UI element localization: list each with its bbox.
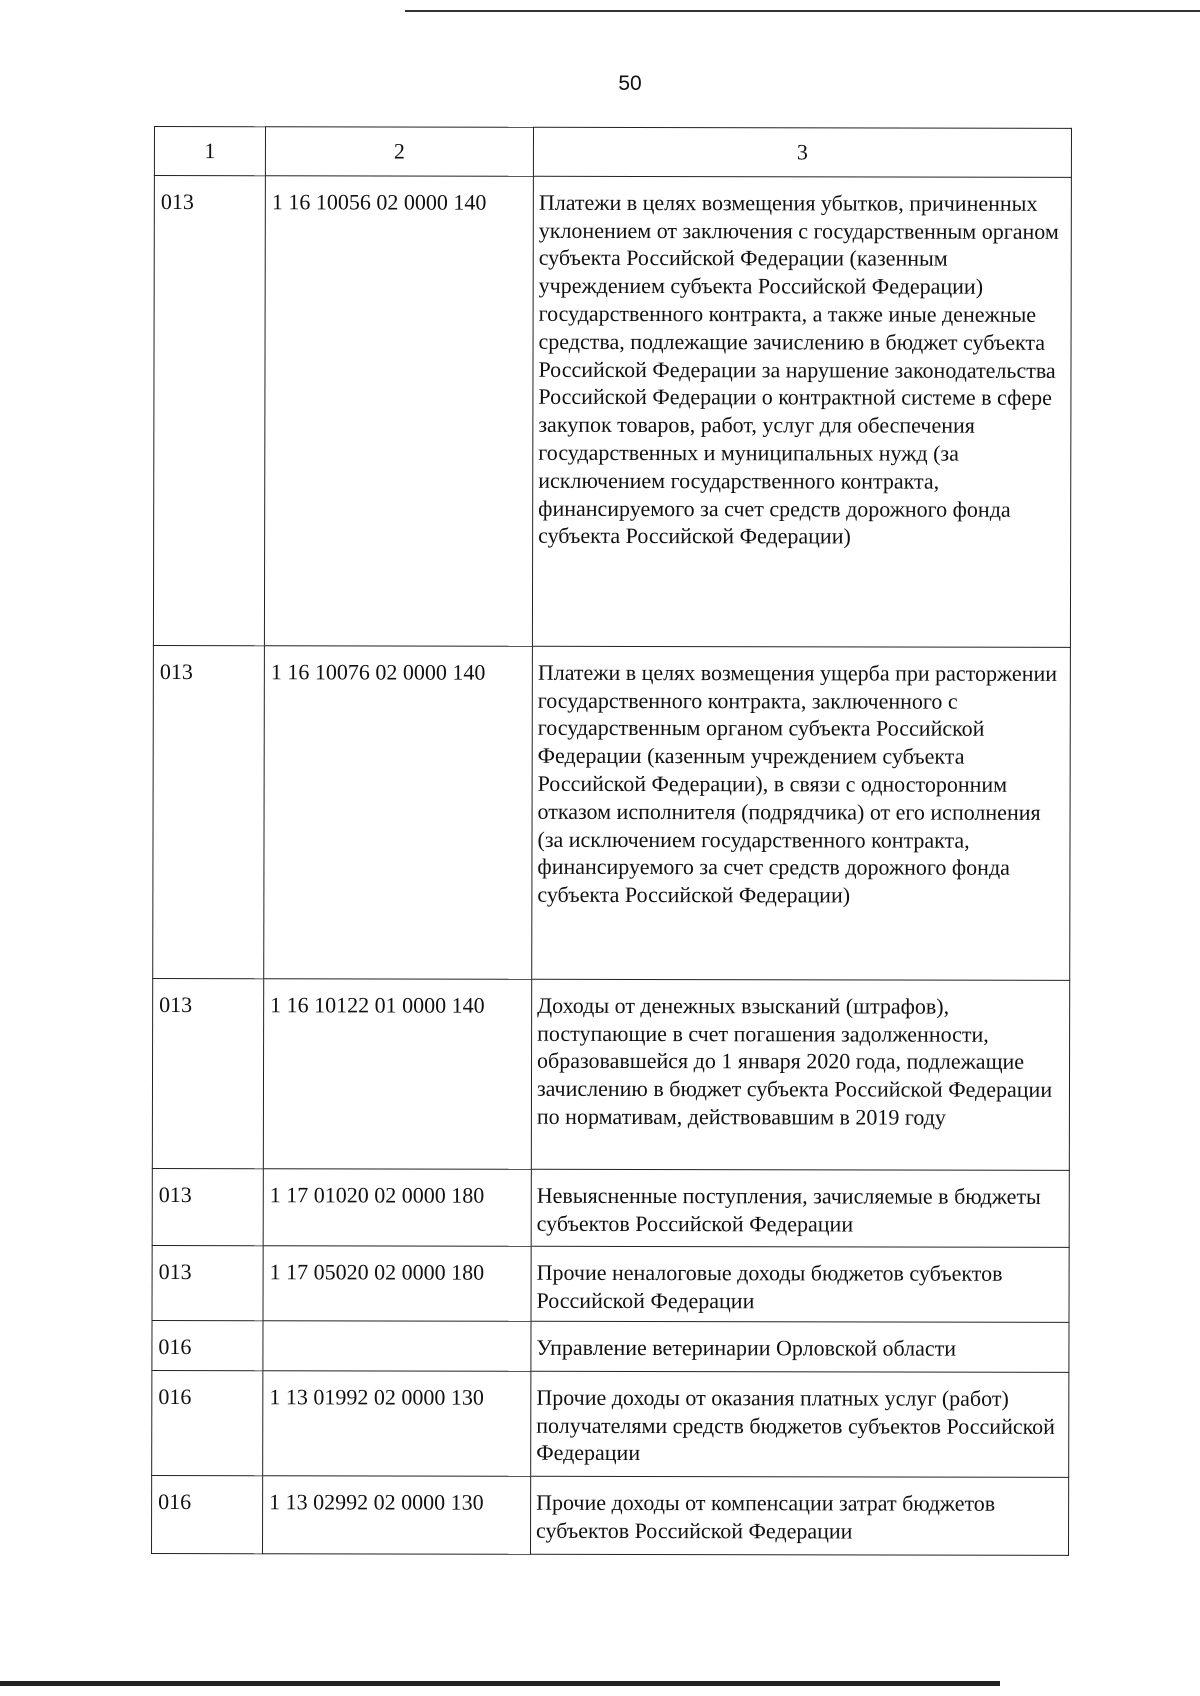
table-row <box>152 1370 1069 1477</box>
income-code: 1 16 10056 02 0000 140 <box>264 176 533 647</box>
income-codes-table <box>151 126 1072 1556</box>
income-code: 1 16 10076 02 0000 140 <box>264 646 533 980</box>
table-row <box>152 1168 1069 1247</box>
page-number: 50 <box>618 72 642 95</box>
income-code: 1 17 01020 02 0000 180 <box>263 1169 531 1247</box>
income-name: Платежи в целях возмещения убытков, причиненных уклонением от заключения с государственным органом субъекта Российской Федерации (казенным учреждением субъекта Российской Федерации) государственного контракта, а также иные денежные средства, подлежащие зачислению в бюджет субъекта Российской Федерации за нарушение законодательства Российской Федерации о контрактной системе в сфере закупок товаров, работ, услуг для обеспечения государственных и муниципальных нужд (за исключением государственного контракта, финансируемого за счет средств дорожного фонда субъекта Российской Федерации) <box>532 176 1071 647</box>
table-row <box>152 1245 1069 1322</box>
admin-code: 013 <box>152 1245 263 1320</box>
income-name: Платежи в целях возмещения ущерба при расторжении государственного контракта, заключенного с государственным органом субъекта Российской Федерации (казенным учреждением субъекта Российской Федерации), в связи с односторонним отказом исполнителя (подрядчика) от его исполнения (за исключением государственного контракта, финансируемого за счет средств дорожного фонда субъекта Российской Федерации) <box>532 646 1071 980</box>
income-name: Прочие доходы от оказания платных услуг (работ) получателями средств бюджетов субъектов Российской Федерации <box>531 1371 1069 1477</box>
header-col-3: 3 <box>533 127 1071 177</box>
admin-code: 013 <box>152 978 263 1168</box>
scan-edge-top <box>405 10 1200 12</box>
income-code: 1 17 05020 02 0000 180 <box>263 1246 531 1322</box>
income-code <box>263 1321 531 1372</box>
admin-code: 013 <box>153 645 265 978</box>
income-name: Управление ветеринарии Орловской области <box>531 1321 1069 1372</box>
admin-code: 016 <box>152 1475 263 1553</box>
income-name: Прочие доходы от компенсации затрат бюджетов субъектов Российской Федерации <box>531 1476 1069 1555</box>
income-code: 1 13 01992 02 0000 130 <box>263 1371 531 1477</box>
header-col-1: 1 <box>154 127 265 176</box>
table-header-row <box>154 127 1071 178</box>
admin-code: 013 <box>153 175 265 645</box>
admin-code: 013 <box>152 1168 263 1245</box>
header-col-2: 2 <box>265 127 533 176</box>
table-row <box>153 175 1071 647</box>
admin-code: 016 <box>152 1370 263 1475</box>
table-row <box>152 978 1069 1170</box>
scan-edge-bottom <box>0 1681 1000 1686</box>
table-row <box>153 645 1071 980</box>
income-name: Невыясненные поступления, зачисляемые в бюджеты субъектов Российской Федерации <box>531 1169 1069 1247</box>
income-code: 1 16 10122 01 0000 140 <box>263 979 531 1170</box>
income-name: Доходы от денежных взысканий (штрафов), поступающие в счет погашения задолженности, образовавшейся до 1 января 2020 года, подлежащие зачислению в бюджет субъекта Российской Федерации по нормативам, действовавшим в 2019 году <box>531 979 1069 1170</box>
table-row <box>152 1320 1069 1372</box>
income-code: 1 13 02992 02 0000 130 <box>263 1476 531 1555</box>
table-row <box>152 1475 1069 1555</box>
income-name: Прочие неналоговые доходы бюджетов субъектов Российской Федерации <box>531 1246 1069 1322</box>
admin-code: 016 <box>152 1320 263 1370</box>
